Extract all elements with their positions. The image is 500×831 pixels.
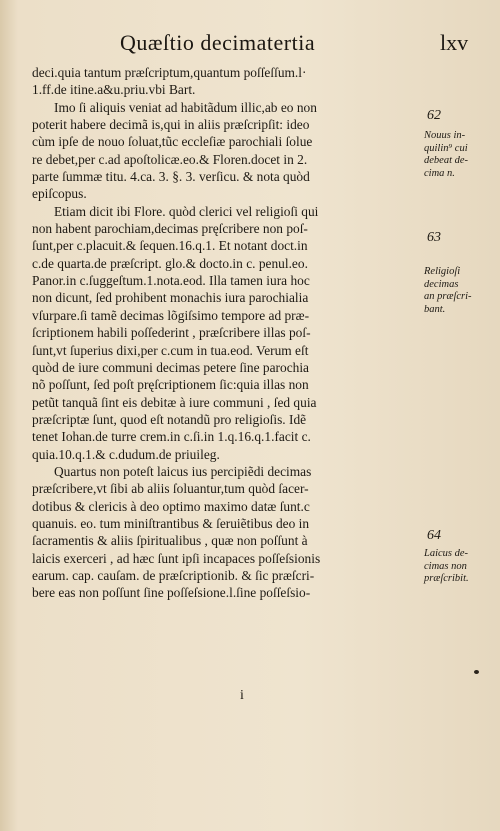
text-line: parte ſummæ titu. 4.ca. 3. §. 3. verſicu. & nota quòd bbox=[32, 169, 310, 185]
text-line: petũt tanquã ſint eis debitæ à iure communi , ſed quia bbox=[32, 394, 317, 410]
margin-number-62: 62 bbox=[427, 108, 441, 123]
margin-note-63 bbox=[424, 266, 496, 316]
margin-note-62 bbox=[424, 130, 496, 180]
margin-note-line: decimas bbox=[424, 278, 459, 290]
margin-note-line: cima n. bbox=[424, 167, 455, 179]
text-line: Panor.in c.ſuggeſtum.1.nota.eod. Illa tamen iura hoc bbox=[32, 273, 310, 289]
text-line: epiſcopus. bbox=[32, 186, 87, 202]
text-line: vſurpare.ſi tamẽ decimas lõgiſsimo tempore ad præ- bbox=[32, 307, 310, 323]
text-line: ſcriptionem habili poſſederint , præſcribere illas poſ- bbox=[32, 325, 311, 341]
text-line: earum. cap. cauſam. de præſcriptionib. & ſic præſcri- bbox=[32, 567, 315, 583]
folio-number: lxv bbox=[440, 30, 469, 55]
margin-note-line: præſcribit. bbox=[424, 573, 469, 584]
margin-number-64: 64 bbox=[427, 528, 441, 543]
text-line: ſunt,vt ſuperius dixi,per c.cum in tua.eod. Verum eſt bbox=[32, 342, 309, 358]
text-line: quia.10.q.1.& c.dudum.de priuileg. bbox=[32, 446, 220, 462]
margin-note-64 bbox=[424, 548, 496, 586]
signature-mark: i bbox=[240, 688, 244, 703]
margin-number-63: 63 bbox=[427, 230, 441, 245]
running-title: Quæſtio decimatertia bbox=[120, 30, 316, 55]
text-line: quòd de iure communi decimas petere ſine parochia bbox=[32, 359, 310, 375]
text-line: tenet Iohan.de turre crem.in c.ſi.in 1.q.16.q.1.facit c. bbox=[32, 429, 311, 445]
ink-mark bbox=[474, 670, 479, 674]
text-line: præſcriptæ ſunt, quod eſt notandũ pro religioſis. Idẽ bbox=[32, 411, 307, 427]
text-line: Etiam dicit ibi Flore. quòd clerici vel religioſi qui bbox=[54, 203, 319, 219]
text-line: præſcribere,vt ſibi ab aliis ſoluantur,tum quòd ſacer- bbox=[32, 481, 309, 497]
text-line: deci.quia tantum præſcriptum,quantum poſſeſſum.l· bbox=[32, 65, 307, 80]
text-line: quanuis. eo. tum miniſtrantibus & ſeruiẽtibus deo in bbox=[32, 515, 310, 531]
text-line: nõ poſſunt, ſed poſt pręſcriptionem ſic:quia illas non bbox=[32, 377, 309, 393]
text-line: poterit habere decimã is,qui in aliis præſcripſit: ideo bbox=[32, 117, 310, 133]
text-line: Imo ſi aliquis veniat ad habitãdum illic,ab eo non bbox=[54, 99, 317, 115]
main-text-block bbox=[32, 64, 418, 602]
margin-note-line: Religioſi bbox=[424, 266, 461, 277]
text-line: re debet,per c.ad apoſtolicæ.eo.& Floren.docet in 2. bbox=[32, 151, 308, 167]
text-line: c.de quarta.de præſcript. glo.& docto.in c. penul.eo. bbox=[32, 255, 308, 271]
text-line: dotibus & clericis à deo optimo maximo datæ ſunt.c bbox=[32, 498, 310, 514]
margin-note-line: an præſcri- bbox=[424, 291, 472, 302]
text-line: non habent parochiam,decimas pręſcribere non poſ- bbox=[32, 221, 308, 237]
margin-note-line: Nouus in- bbox=[424, 130, 466, 141]
text-line: bere eas non poſſunt ſine poſſeſsione.l.ſine poſſeſsio- bbox=[32, 585, 311, 601]
text-line: non dicunt, ſed prohibent monachis iura parochialia bbox=[32, 290, 309, 306]
text-line: ſunt,per c.placuit.& ſequen.16.q.1. Et notant doct.in bbox=[32, 238, 308, 254]
text-line: 1.ff.de itine.a&u.priu.vbi Bart. bbox=[32, 82, 196, 98]
text-line: laicis exerceri , ad hæc ſunt ipſi incapaces poſſeſsionis bbox=[32, 550, 321, 566]
margin-note-line: quilin⁹ cui bbox=[424, 142, 468, 154]
text-line: cùm ipſe de nouo ſoluat,tũc eccleſiæ parochiali ſolue bbox=[32, 134, 313, 150]
text-line: ſacramentis & aliis ſpiritualibus , quæ non poſſunt à bbox=[32, 533, 308, 549]
margin-note-line: Laicus de- bbox=[424, 548, 469, 559]
margin-note-line: debeat de- bbox=[424, 155, 469, 166]
margin-note-line: bant. bbox=[424, 303, 446, 315]
margin-note-line: cimas non bbox=[424, 560, 467, 572]
text-line: Quartus non poteſt laicus ius percipiẽdi decimas bbox=[54, 463, 312, 479]
